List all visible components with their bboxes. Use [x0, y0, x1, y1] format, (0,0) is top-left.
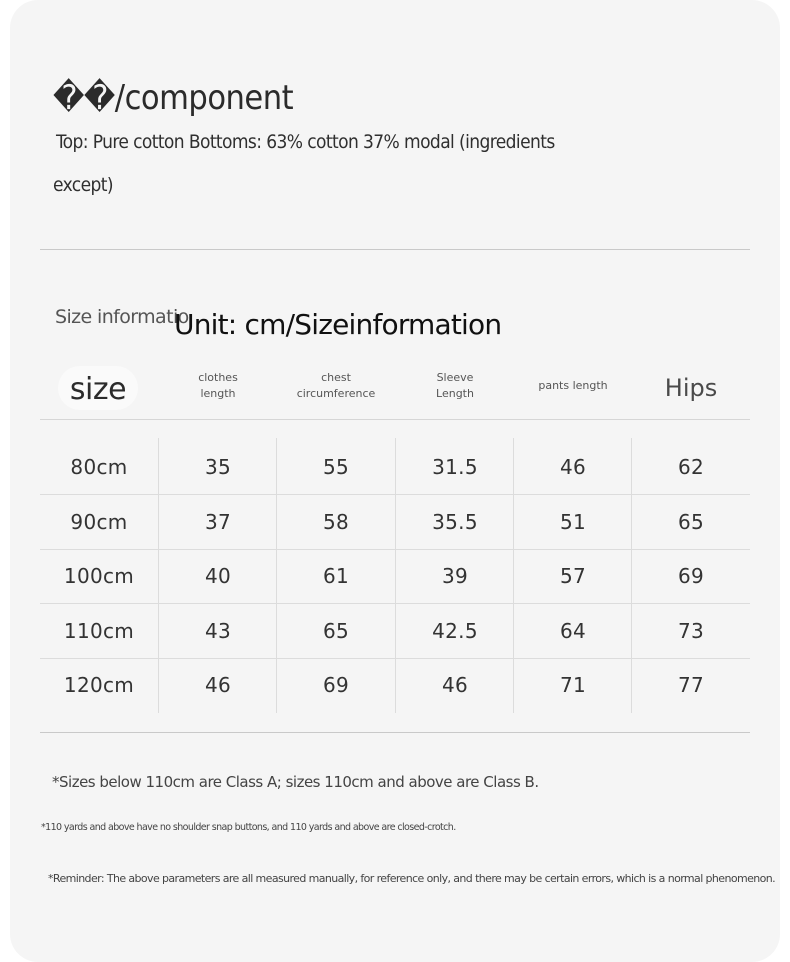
- reminder-note: *Reminder: The above parameters are all measured manually, for reference only, and there may be certain errors, which is a normal phenomenon.: [48, 872, 776, 885]
- header-hips: Hips: [664, 374, 718, 402]
- table-cell: 46: [441, 673, 469, 697]
- table-row-size-cell: 90cm: [70, 510, 128, 534]
- table-cell: 46: [204, 673, 232, 697]
- table-cell: 31.5: [432, 455, 478, 479]
- table-row-size-cell: 110cm: [63, 619, 135, 643]
- class-note: *Sizes below 110cm are Class A; sizes 110cm and above are Class B.: [52, 773, 539, 791]
- table-cell: 61: [322, 564, 350, 588]
- table-row-size-cell: 80cm: [70, 455, 128, 479]
- header-pants-line1: pants length: [538, 379, 608, 392]
- header-chest-circumference: [277, 370, 395, 402]
- table-cell: 35.5: [432, 510, 478, 534]
- table-cell: 62: [677, 455, 705, 479]
- header-chest-line2: circumference: [296, 387, 376, 400]
- section-divider: [40, 249, 750, 250]
- table-cell: 42.5: [432, 619, 478, 643]
- snap-button-note: *110 yards and above have no shoulder snap buttons, and 110 yards and above are closed-crotch.: [41, 822, 456, 833]
- table-bottom-divider: [40, 732, 750, 733]
- component-title: ��/component: [53, 78, 294, 118]
- header-size: size: [69, 372, 127, 407]
- table-cell: 65: [322, 619, 350, 643]
- table-cell: 65: [677, 510, 705, 534]
- table-cell: 71: [559, 673, 587, 697]
- table-cell: 39: [441, 564, 469, 588]
- column-divider: [631, 438, 632, 713]
- table-cell: 55: [322, 455, 350, 479]
- component-line-1: Top: Pure cotton Bottoms: 63% cotton 37% modal (ingredients: [56, 131, 555, 153]
- header-divider: [40, 419, 750, 420]
- table-cell: 37: [204, 510, 232, 534]
- table-cell: 35: [204, 455, 232, 479]
- table-row-size-cell: 120cm: [63, 673, 135, 697]
- table-cell: 73: [677, 619, 705, 643]
- header-sleeve-length: [396, 370, 514, 402]
- table-cell: 77: [677, 673, 705, 697]
- table-cell: 57: [559, 564, 587, 588]
- size-information-label: Size informatio: [55, 306, 189, 328]
- table-row-size-cell: 100cm: [63, 564, 135, 588]
- table-cell: 51: [559, 510, 587, 534]
- column-divider: [276, 438, 277, 713]
- column-divider: [158, 438, 159, 713]
- table-cell: 43: [204, 619, 232, 643]
- column-divider: [395, 438, 396, 713]
- table-cell: 69: [322, 673, 350, 697]
- header-sleeve-line2: Length: [436, 387, 474, 400]
- component-line-2: except): [53, 174, 113, 196]
- header-chest-line1: chest: [321, 371, 351, 384]
- header-pants-length: [514, 378, 632, 394]
- table-cell: 58: [322, 510, 350, 534]
- header-clothes-length-line2: length: [200, 387, 236, 400]
- header-clothes-length: [159, 370, 277, 402]
- table-cell: 40: [204, 564, 232, 588]
- table-cell: 46: [559, 455, 587, 479]
- header-clothes-length-line1: clothes: [198, 371, 238, 384]
- table-cell: 69: [677, 564, 705, 588]
- header-sleeve-line1: Sleeve: [436, 371, 474, 384]
- column-divider: [513, 438, 514, 713]
- unit-label: Unit: cm/Sizeinformation: [174, 308, 502, 341]
- table-cell: 64: [559, 619, 587, 643]
